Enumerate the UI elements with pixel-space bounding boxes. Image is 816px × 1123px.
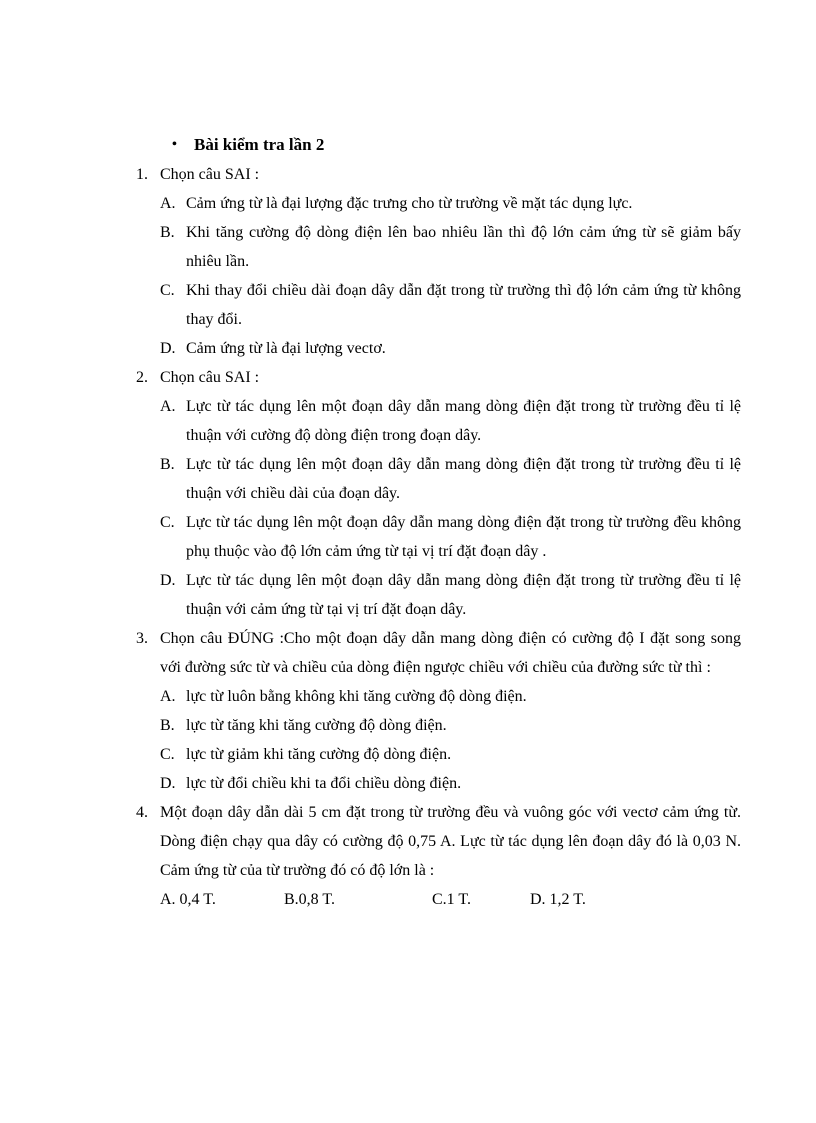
answer-options bbox=[160, 682, 741, 798]
title-text: Bài kiểm tra lần 2 bbox=[194, 135, 325, 154]
option-letter: D. bbox=[160, 340, 176, 357]
question-2 bbox=[136, 363, 741, 624]
question-text: Chọn câu SAI : bbox=[160, 369, 260, 386]
question-number: 3. bbox=[136, 630, 148, 647]
option-text: lực từ đổi chiều khi ta đổi chiều dòng điện. bbox=[186, 775, 462, 792]
option-text: Cảm ứng từ là đại lượng vectơ. bbox=[186, 340, 386, 357]
option-letter: D. bbox=[160, 775, 176, 792]
option-d: D. 1,2 T. bbox=[530, 891, 586, 908]
option-text: lực từ tăng khi tăng cường độ dòng điện. bbox=[186, 717, 447, 734]
option-c: C.1 T. bbox=[432, 891, 471, 908]
option-b bbox=[160, 218, 741, 276]
option-c bbox=[160, 740, 741, 769]
option-text: Lực từ tác dụng lên một đoạn dây dẫn mang dòng điện đặt trong từ trường đều tỉ lệ thuận với cường độ dòng điện trong đoạn dây. bbox=[186, 398, 741, 444]
question-text: Chọn câu ĐÚNG :Cho một đoạn dây dẫn mang dòng điện có cường độ I đặt song song với đường sức từ và chiều của dòng điện ngược chiều với chiều của đường sức từ thì : bbox=[160, 630, 741, 676]
quiz-title bbox=[136, 130, 741, 160]
option-letter: B. bbox=[160, 224, 175, 241]
question-number: 4. bbox=[136, 804, 148, 821]
option-letter: B. bbox=[160, 456, 175, 473]
question-text: Chọn câu SAI : bbox=[160, 166, 260, 183]
question-text: Một đoạn dây dẫn dài 5 cm đặt trong từ trường đều và vuông góc với vectơ cảm ứng từ. Dòng điện chạy qua dây có cường độ 0,75 A. Lực từ tác dụng lên đoạn dây đó là 0,03 N. Cảm ứng từ của từ trường đó có độ lớn là : bbox=[160, 804, 741, 879]
question-1 bbox=[136, 160, 741, 363]
option-text: Cảm ứng từ là đại lượng đặc trưng cho từ trường về mặt tác dụng lực. bbox=[186, 195, 633, 212]
option-c bbox=[160, 508, 741, 566]
answer-options bbox=[160, 189, 741, 363]
option-a: A. 0,4 T. bbox=[160, 891, 216, 908]
option-letter: A. bbox=[160, 195, 176, 212]
question-number: 1. bbox=[136, 166, 148, 183]
option-b: B.0,8 T. bbox=[284, 891, 335, 908]
option-text: lực từ luôn bằng không khi tăng cường độ dòng điện. bbox=[186, 688, 527, 705]
option-text: Lực từ tác dụng lên một đoạn dây dẫn mang dòng điện đặt trong từ trường đều tỉ lệ thuận với chiều dài của đoạn dây. bbox=[186, 456, 741, 502]
question-4 bbox=[136, 798, 741, 914]
option-text: Lực từ tác dụng lên một đoạn dây dẫn mang dòng điện đặt trong từ trường đều không phụ thuộc vào độ lớn cảm ứng từ tại vị trí đặt đoạn dây . bbox=[186, 514, 741, 560]
question-3 bbox=[136, 624, 741, 798]
title-bullet: • bbox=[172, 137, 177, 152]
option-letter: C. bbox=[160, 746, 175, 763]
option-letter: B. bbox=[160, 717, 175, 734]
option-d bbox=[160, 769, 741, 798]
option-letter: D. bbox=[160, 572, 176, 589]
option-text: Lực từ tác dụng lên một đoạn dây dẫn mang dòng điện đặt trong từ trường đều tỉ lệ thuận với cảm ứng từ tại vị trí đặt đoạn dây. bbox=[186, 572, 741, 618]
question-number: 2. bbox=[136, 369, 148, 386]
option-letter: A. bbox=[160, 398, 176, 415]
option-letter: A. bbox=[160, 688, 176, 705]
option-letter: C. bbox=[160, 514, 175, 531]
option-d bbox=[160, 334, 741, 363]
option-c bbox=[160, 276, 741, 334]
quiz-content bbox=[136, 130, 741, 914]
option-text: Khi thay đổi chiều dài đoạn dây dẫn đặt trong từ trường thì độ lớn cảm ứng từ không thay đổi. bbox=[186, 282, 741, 328]
answer-options-inline bbox=[160, 885, 741, 914]
option-b bbox=[160, 450, 741, 508]
option-b bbox=[160, 711, 741, 740]
option-a bbox=[160, 682, 741, 711]
option-letter: C. bbox=[160, 282, 175, 299]
option-text: Khi tăng cường độ dòng điện lên bao nhiêu lần thì độ lớn cảm ứng từ sẽ giảm bấy nhiêu lần. bbox=[186, 224, 741, 270]
answer-options bbox=[160, 392, 741, 624]
option-a bbox=[160, 392, 741, 450]
option-text: lực từ giảm khi tăng cường độ dòng điện. bbox=[186, 746, 452, 763]
option-d bbox=[160, 566, 741, 624]
option-a bbox=[160, 189, 741, 218]
